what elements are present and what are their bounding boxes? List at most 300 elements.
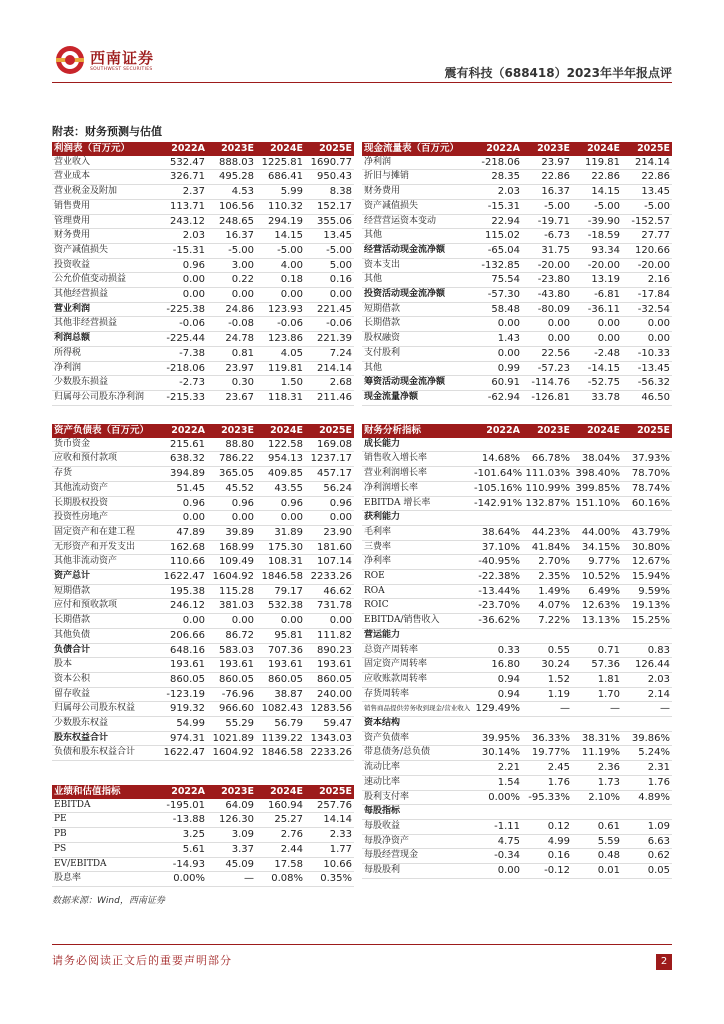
cell-value: 57.36 bbox=[572, 658, 622, 673]
table-row bbox=[362, 819, 672, 834]
table-header-row bbox=[52, 142, 354, 156]
table-header-row bbox=[52, 424, 354, 438]
cell-value: 954.13 bbox=[256, 452, 305, 467]
row-label: 速动比率 bbox=[362, 775, 472, 790]
row-label: 少数股东损益 bbox=[52, 376, 158, 391]
page-number: 2 bbox=[656, 954, 672, 970]
row-label: 每股净资产 bbox=[362, 834, 472, 849]
cell-value: 0.00 bbox=[472, 317, 522, 332]
column-header: 2023E bbox=[207, 142, 256, 156]
cell-value: 0.00 bbox=[256, 614, 305, 629]
cell-value: — bbox=[622, 702, 672, 717]
row-label: 其他经营损益 bbox=[52, 288, 158, 303]
cell-value: 0.00 bbox=[158, 273, 207, 288]
cell-value bbox=[522, 717, 572, 732]
cell-value: 45.09 bbox=[207, 857, 256, 872]
table-row bbox=[52, 584, 354, 599]
cell-value: 115.02 bbox=[472, 229, 522, 244]
cell-value: 168.99 bbox=[207, 540, 256, 555]
cell-value: 2.68 bbox=[305, 376, 354, 391]
row-label: EBITDA/销售收入 bbox=[362, 614, 472, 629]
cell-value: 211.46 bbox=[305, 390, 354, 405]
row-label: 三费率 bbox=[362, 540, 472, 555]
cell-value: 13.45 bbox=[305, 229, 354, 244]
column-header: 2025E bbox=[305, 785, 354, 799]
cell-value bbox=[622, 717, 672, 732]
table-row bbox=[52, 746, 354, 761]
row-label: 销售收入增长率 bbox=[362, 452, 472, 467]
table-row bbox=[362, 302, 672, 317]
column-header: 2025E bbox=[305, 424, 354, 438]
cell-value: -65.04 bbox=[472, 243, 522, 258]
cell-value: 39.89 bbox=[207, 525, 256, 540]
table-row bbox=[362, 761, 672, 776]
table-row bbox=[52, 872, 354, 887]
cell-value: 3.00 bbox=[207, 258, 256, 273]
cell-value: -43.80 bbox=[522, 288, 572, 303]
cell-value: 0.00 bbox=[522, 332, 572, 347]
cell-value: 457.17 bbox=[305, 467, 354, 482]
row-label: 资本支出 bbox=[362, 258, 472, 273]
cell-value: -0.06 bbox=[305, 317, 354, 332]
table-row bbox=[362, 243, 672, 258]
cell-value: 0.00 bbox=[256, 288, 305, 303]
cell-value: 129.49% bbox=[472, 702, 522, 717]
table-row bbox=[52, 346, 354, 361]
cell-value: 1.76 bbox=[622, 775, 672, 790]
row-label: 净利润 bbox=[362, 156, 472, 170]
table-row bbox=[52, 170, 354, 185]
cell-value: -14.15 bbox=[572, 361, 622, 376]
cell-value: 14.14 bbox=[305, 813, 354, 828]
cell-value: 43.55 bbox=[256, 481, 305, 496]
cell-value: 399.85% bbox=[572, 481, 622, 496]
row-label: 获利能力 bbox=[362, 511, 472, 526]
cell-value: 0.12 bbox=[522, 819, 572, 834]
cell-value: 5.00 bbox=[305, 258, 354, 273]
cell-value: 31.75 bbox=[522, 243, 572, 258]
cell-value: 0.18 bbox=[256, 273, 305, 288]
cell-value: 75.54 bbox=[472, 273, 522, 288]
cell-value: -105.16% bbox=[472, 481, 522, 496]
column-header: 2024E bbox=[572, 424, 622, 438]
cell-value: 22.94 bbox=[472, 214, 522, 229]
row-label: 资产负债率 bbox=[362, 731, 472, 746]
cell-value: 0.00 bbox=[158, 288, 207, 303]
row-label: 其他非经营损益 bbox=[52, 317, 158, 332]
column-header: 2025E bbox=[622, 142, 672, 156]
row-label: 其他流动资产 bbox=[52, 481, 158, 496]
cell-value: -95.33% bbox=[522, 790, 572, 805]
column-header: 2025E bbox=[622, 424, 672, 438]
cell-value: 0.00 bbox=[207, 614, 256, 629]
cell-value: -218.06 bbox=[158, 361, 207, 376]
cell-value: 79.17 bbox=[256, 584, 305, 599]
cell-value: 60.16% bbox=[622, 496, 672, 511]
cell-value: -19.71 bbox=[522, 214, 572, 229]
cell-value: -5.00 bbox=[622, 199, 672, 214]
cell-value: 215.61 bbox=[158, 438, 207, 452]
cell-value: 0.96 bbox=[158, 496, 207, 511]
row-label: 财务费用 bbox=[52, 229, 158, 244]
cell-value: 30.14% bbox=[472, 746, 522, 761]
cell-value: 2.45 bbox=[522, 761, 572, 776]
cell-value: 2.37 bbox=[158, 185, 207, 200]
row-label: 投资活动现金流净额 bbox=[362, 288, 472, 303]
cell-value: 0.00 bbox=[622, 317, 672, 332]
row-label: 每股股利 bbox=[362, 864, 472, 879]
cell-value: 58.48 bbox=[472, 302, 522, 317]
cell-value: 1225.81 bbox=[256, 156, 305, 170]
table-row bbox=[362, 849, 672, 864]
cell-value: 123.93 bbox=[256, 302, 305, 317]
table-row bbox=[362, 614, 672, 629]
row-label: 股利支付率 bbox=[362, 790, 472, 805]
table-row bbox=[52, 317, 354, 332]
column-header: 2024E bbox=[572, 142, 622, 156]
cell-value: 4.07% bbox=[522, 599, 572, 614]
cell-value: 0.35% bbox=[305, 872, 354, 887]
cell-value: -52.75 bbox=[572, 376, 622, 391]
cell-value: 365.05 bbox=[207, 467, 256, 482]
table-row bbox=[52, 467, 354, 482]
cell-value: 88.80 bbox=[207, 438, 256, 452]
table-row bbox=[362, 452, 672, 467]
cell-value: 1.50 bbox=[256, 376, 305, 391]
cell-value: 1846.58 bbox=[256, 570, 305, 585]
cell-value: 110.32 bbox=[256, 199, 305, 214]
cell-value: 86.72 bbox=[207, 628, 256, 643]
cell-value: 532.47 bbox=[158, 156, 207, 170]
row-label: PB bbox=[52, 828, 158, 843]
cell-value: 1.54 bbox=[472, 775, 522, 790]
cell-value: -10.33 bbox=[622, 346, 672, 361]
cell-value: 0.00 bbox=[305, 288, 354, 303]
cell-value: 2233.26 bbox=[305, 746, 354, 761]
cell-value: 15.94% bbox=[622, 570, 672, 585]
cell-value: 731.78 bbox=[305, 599, 354, 614]
row-label: 归属母公司股东净利润 bbox=[52, 390, 158, 405]
cell-value: 175.30 bbox=[256, 540, 305, 555]
table-row bbox=[52, 243, 354, 258]
cell-value: 59.47 bbox=[305, 717, 354, 732]
cell-value: 1082.43 bbox=[256, 702, 305, 717]
row-label: 资本结构 bbox=[362, 717, 472, 732]
row-label: 每股指标 bbox=[362, 805, 472, 820]
row-label: 带息债务/总负债 bbox=[362, 746, 472, 761]
row-label: 其他 bbox=[362, 229, 472, 244]
cell-value: 860.05 bbox=[207, 672, 256, 687]
cell-value: -56.32 bbox=[622, 376, 672, 391]
cell-value: 120.66 bbox=[622, 243, 672, 258]
table-row bbox=[362, 511, 672, 526]
cell-value: -76.96 bbox=[207, 687, 256, 702]
table-row bbox=[362, 790, 672, 805]
cell-value: 193.61 bbox=[158, 658, 207, 673]
cell-value: 2.76 bbox=[256, 828, 305, 843]
cell-value: -5.00 bbox=[305, 243, 354, 258]
cell-value bbox=[522, 438, 572, 452]
cell-value: 22.86 bbox=[572, 170, 622, 185]
footer-divider bbox=[52, 944, 672, 945]
cell-value: -22.38% bbox=[472, 570, 522, 585]
cell-value: 1.73 bbox=[572, 775, 622, 790]
cell-value bbox=[572, 805, 622, 820]
cell-value: -114.76 bbox=[522, 376, 572, 391]
cell-value: 60.91 bbox=[472, 376, 522, 391]
table-row bbox=[52, 302, 354, 317]
cell-value: 162.68 bbox=[158, 540, 207, 555]
cell-value: -126.81 bbox=[522, 390, 572, 405]
cell-value: 8.38 bbox=[305, 185, 354, 200]
cell-value: 23.67 bbox=[207, 390, 256, 405]
cell-value: 860.05 bbox=[305, 672, 354, 687]
cell-value: 151.10% bbox=[572, 496, 622, 511]
cell-value: -0.06 bbox=[158, 317, 207, 332]
table-row bbox=[362, 584, 672, 599]
cell-value: 248.65 bbox=[207, 214, 256, 229]
table-row bbox=[362, 185, 672, 200]
cell-value: 0.00 bbox=[256, 511, 305, 526]
cell-value: 78.74% bbox=[622, 481, 672, 496]
cell-value: 41.84% bbox=[522, 540, 572, 555]
cell-value: 860.05 bbox=[256, 672, 305, 687]
cell-value: 1.81 bbox=[572, 672, 622, 687]
table-row bbox=[362, 628, 672, 643]
table-title: 利润表（百万元） bbox=[52, 142, 158, 156]
row-label: 存货 bbox=[52, 467, 158, 482]
cell-value: -80.09 bbox=[522, 302, 572, 317]
cell-value: 64.09 bbox=[207, 799, 256, 813]
cell-value: 2.35% bbox=[522, 570, 572, 585]
cell-value: 19.13% bbox=[622, 599, 672, 614]
cell-value: 243.12 bbox=[158, 214, 207, 229]
cell-value bbox=[472, 805, 522, 820]
row-label: 其他非流动资产 bbox=[52, 555, 158, 570]
cell-value: -36.62% bbox=[472, 614, 522, 629]
table-row bbox=[52, 799, 354, 813]
cell-value: 0.00 bbox=[207, 288, 256, 303]
table-row bbox=[52, 658, 354, 673]
cell-value: 12.63% bbox=[572, 599, 622, 614]
logo-text-en: SOUTHWEST SECURITIES bbox=[90, 67, 153, 72]
cell-value bbox=[572, 511, 622, 526]
cell-value: 221.45 bbox=[305, 302, 354, 317]
cell-value: 55.29 bbox=[207, 717, 256, 732]
cell-value: 638.32 bbox=[158, 452, 207, 467]
cell-value: 19.77% bbox=[522, 746, 572, 761]
cell-value: 2.33 bbox=[305, 828, 354, 843]
cell-value: 1.52 bbox=[522, 672, 572, 687]
table-row bbox=[52, 496, 354, 511]
row-label: 其他 bbox=[362, 361, 472, 376]
ratios-table bbox=[362, 424, 672, 879]
row-label: 每股收益 bbox=[362, 819, 472, 834]
table-row bbox=[362, 775, 672, 790]
table-row bbox=[362, 332, 672, 347]
cell-value: 326.71 bbox=[158, 170, 207, 185]
cell-value: 3.09 bbox=[207, 828, 256, 843]
table-row bbox=[52, 813, 354, 828]
cell-value: 56.79 bbox=[256, 717, 305, 732]
column-header: 2024E bbox=[256, 424, 305, 438]
balance-sheet-table bbox=[52, 424, 354, 761]
table-row bbox=[362, 496, 672, 511]
cell-value: 54.99 bbox=[158, 717, 207, 732]
table-row bbox=[52, 731, 354, 746]
table-header-row bbox=[52, 785, 354, 799]
cell-value: -5.00 bbox=[207, 243, 256, 258]
row-label: 归属母公司股东权益 bbox=[52, 702, 158, 717]
cell-value: 0.00 bbox=[472, 864, 522, 879]
row-label: 股本 bbox=[52, 658, 158, 673]
table-row bbox=[52, 614, 354, 629]
table-row bbox=[362, 864, 672, 879]
row-label: 留存收益 bbox=[52, 687, 158, 702]
row-label: 筹资活动现金流净额 bbox=[362, 376, 472, 391]
cell-value bbox=[472, 628, 522, 643]
cell-value: 0.94 bbox=[472, 687, 522, 702]
cell-value: 0.94 bbox=[472, 672, 522, 687]
cell-value: 126.44 bbox=[622, 658, 672, 673]
cell-value: 1.09 bbox=[622, 819, 672, 834]
cell-value: 1604.92 bbox=[207, 570, 256, 585]
table-row bbox=[362, 599, 672, 614]
cell-value: 93.34 bbox=[572, 243, 622, 258]
cell-value: -23.70% bbox=[472, 599, 522, 614]
income-statement-table bbox=[52, 142, 354, 406]
cell-value: 0.48 bbox=[572, 849, 622, 864]
table-row bbox=[362, 570, 672, 585]
cell-value: 0.00 bbox=[158, 511, 207, 526]
table-row bbox=[52, 525, 354, 540]
cell-value: 36.33% bbox=[522, 731, 572, 746]
cell-value: 16.37 bbox=[522, 185, 572, 200]
cell-value: 113.71 bbox=[158, 199, 207, 214]
table-row bbox=[362, 258, 672, 273]
cell-value: 5.59 bbox=[572, 834, 622, 849]
cell-value: 1021.89 bbox=[207, 731, 256, 746]
table-row bbox=[362, 156, 672, 170]
row-label: 折旧与摊销 bbox=[362, 170, 472, 185]
column-header: 2023E bbox=[522, 142, 572, 156]
table-row bbox=[362, 658, 672, 673]
table-row bbox=[362, 214, 672, 229]
row-label: 股权融资 bbox=[362, 332, 472, 347]
cell-value: 1283.56 bbox=[305, 702, 354, 717]
column-header: 2022A bbox=[158, 142, 207, 156]
logo-text-cn: 西南证券 bbox=[90, 49, 155, 67]
table-row bbox=[52, 199, 354, 214]
cell-value: 966.60 bbox=[207, 702, 256, 717]
row-label: 经营营运资本变动 bbox=[362, 214, 472, 229]
cell-value: -215.33 bbox=[158, 390, 207, 405]
row-label: 存货周转率 bbox=[362, 687, 472, 702]
cell-value: -62.94 bbox=[472, 390, 522, 405]
row-label: 短期借款 bbox=[52, 584, 158, 599]
table-row bbox=[52, 229, 354, 244]
cell-value bbox=[472, 438, 522, 452]
cell-value: 31.89 bbox=[256, 525, 305, 540]
table-row bbox=[362, 643, 672, 658]
data-source-note: 数据来源：Wind，西南证券 bbox=[52, 896, 165, 906]
table-row bbox=[52, 628, 354, 643]
cell-value: 152.17 bbox=[305, 199, 354, 214]
cell-value: — bbox=[572, 702, 622, 717]
cell-value: -20.00 bbox=[622, 258, 672, 273]
row-label: 长期借款 bbox=[52, 614, 158, 629]
cell-value: 10.52% bbox=[572, 570, 622, 585]
cell-value: 0.55 bbox=[522, 643, 572, 658]
row-label: 毛利率 bbox=[362, 525, 472, 540]
cell-value: -5.00 bbox=[572, 199, 622, 214]
cell-value: 0.05 bbox=[622, 864, 672, 879]
row-label: 少数股东权益 bbox=[52, 717, 158, 732]
cell-value: 0.00 bbox=[522, 317, 572, 332]
table-row bbox=[362, 273, 672, 288]
column-header: 2022A bbox=[158, 785, 207, 799]
row-label: 利润总额 bbox=[52, 332, 158, 347]
cell-value: 6.63 bbox=[622, 834, 672, 849]
cell-value: 0.22 bbox=[207, 273, 256, 288]
cell-value: 5.61 bbox=[158, 842, 207, 857]
table-title: 财务分析指标 bbox=[362, 424, 472, 438]
cell-value: 44.00% bbox=[572, 525, 622, 540]
table-row bbox=[362, 346, 672, 361]
row-label: 营业利润增长率 bbox=[362, 467, 472, 482]
cell-value: 1622.47 bbox=[158, 746, 207, 761]
cell-value: -13.44% bbox=[472, 584, 522, 599]
table-row bbox=[362, 481, 672, 496]
cell-value: 111.03% bbox=[522, 467, 572, 482]
cell-value: 13.13% bbox=[572, 614, 622, 629]
cell-value: -7.38 bbox=[158, 346, 207, 361]
table-row bbox=[52, 857, 354, 872]
cell-value: 119.81 bbox=[256, 361, 305, 376]
cell-value: -14.93 bbox=[158, 857, 207, 872]
cell-value bbox=[622, 511, 672, 526]
table-row bbox=[52, 555, 354, 570]
cell-value: 0.71 bbox=[572, 643, 622, 658]
cell-value: -1.11 bbox=[472, 819, 522, 834]
cell-value: 24.78 bbox=[207, 332, 256, 347]
row-label: 营运能力 bbox=[362, 628, 472, 643]
cell-value: 221.39 bbox=[305, 332, 354, 347]
cell-value: -142.91% bbox=[472, 496, 522, 511]
cell-value: 38.31% bbox=[572, 731, 622, 746]
cell-value: 0.00 bbox=[207, 511, 256, 526]
cell-value: -40.95% bbox=[472, 555, 522, 570]
cell-value: -5.00 bbox=[522, 199, 572, 214]
row-label: PE bbox=[52, 813, 158, 828]
cell-value: 1.19 bbox=[522, 687, 572, 702]
cell-value: 0.30 bbox=[207, 376, 256, 391]
cell-value: 38.87 bbox=[256, 687, 305, 702]
table-row bbox=[362, 438, 672, 452]
cell-value: 786.22 bbox=[207, 452, 256, 467]
cell-value: — bbox=[207, 872, 256, 887]
cell-value: 394.89 bbox=[158, 467, 207, 482]
cell-value: -195.01 bbox=[158, 799, 207, 813]
cell-value: -152.57 bbox=[622, 214, 672, 229]
row-label: 应付和预收款项 bbox=[52, 599, 158, 614]
cell-value: 5.99 bbox=[256, 185, 305, 200]
cell-value: 39.95% bbox=[472, 731, 522, 746]
cell-value: 2.36 bbox=[572, 761, 622, 776]
cell-value: 0.00 bbox=[305, 511, 354, 526]
cell-value: 51.45 bbox=[158, 481, 207, 496]
cell-value: 25.27 bbox=[256, 813, 305, 828]
